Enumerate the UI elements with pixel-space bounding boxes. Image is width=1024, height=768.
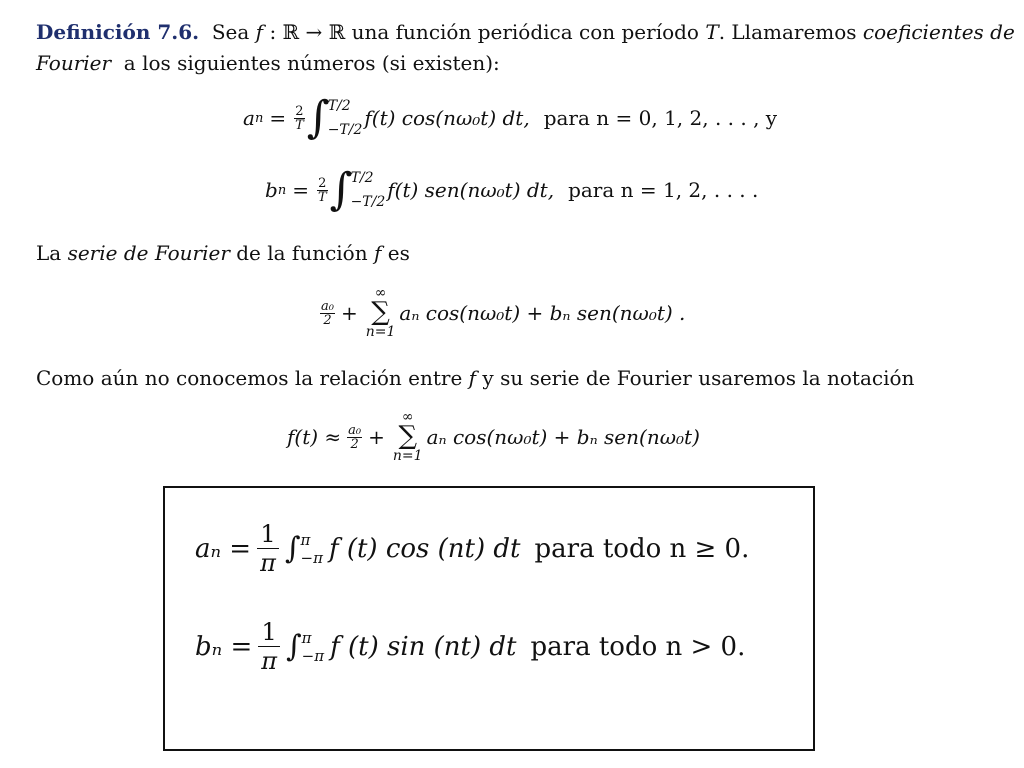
fraction — [258, 618, 280, 675]
integral-lower: −π — [301, 646, 325, 665]
fraction-numerator: a₀ — [348, 422, 362, 438]
integrand: f(t) sen(nω₀t) dt, — [387, 178, 555, 202]
sum-upper: ∞ — [374, 285, 387, 301]
notation-lhs: f(t) ≈ — [287, 425, 342, 449]
notation-intro — [36, 365, 914, 392]
integral-upper: π — [301, 628, 312, 647]
math-symbol: a — [243, 106, 255, 130]
sum-symbol: ∑ — [371, 297, 390, 327]
body-text: y su serie de Fourier usaremos la notación — [482, 366, 915, 390]
fraction-denominator: π — [261, 647, 278, 675]
integral-limits — [328, 94, 363, 142]
fraction-numerator: 1 — [257, 520, 279, 549]
integrand: f (t) sin (nt) dt — [330, 631, 517, 662]
sum-lower: n=1 — [392, 448, 423, 464]
condition-text: para todo n ≥ 0. — [534, 533, 750, 564]
series-body: aₙ cos(nω₀t) + bₙ sen(nω₀t) . — [399, 301, 686, 325]
condition-text: para todo n > 0. — [530, 631, 746, 662]
definition-line-2 — [36, 50, 500, 77]
integral-sign: ∫ — [286, 629, 302, 664]
fraction-denominator: T — [295, 117, 304, 133]
definition-text: una función periódica con período — [351, 20, 699, 44]
summation — [393, 410, 423, 464]
integral-sign: ∫ — [306, 92, 330, 143]
math-plus: + — [368, 425, 385, 449]
integral-upper: π — [300, 530, 311, 549]
emphasis-text: serie de Fourier — [67, 241, 230, 265]
integral-limits — [351, 166, 386, 214]
box-formula-bn — [195, 618, 745, 675]
definition-emphasis: coeficientes de — [862, 20, 1015, 44]
fraction-denominator: 2 — [323, 312, 332, 328]
box-lhs: bₙ = — [195, 631, 253, 662]
fraction — [294, 105, 305, 132]
body-text: Como aún no conocemos la relación entre — [36, 366, 463, 390]
definition-emphasis: Fourier — [36, 51, 112, 75]
integrand: f(t) cos(nω₀t) dt, — [364, 106, 530, 130]
series-intro — [36, 240, 410, 267]
box-lhs: aₙ = — [195, 533, 252, 564]
math-f: f — [373, 241, 382, 265]
fraction-numerator: 2 — [318, 175, 327, 191]
sum-lower: n=1 — [365, 324, 396, 340]
math-mapping: : ℝ → ℝ — [269, 20, 346, 44]
math-subscript: n — [277, 182, 287, 198]
fraction-numerator: a₀ — [321, 298, 334, 314]
math-plus: + — [340, 301, 358, 325]
math-symbol: b — [265, 178, 278, 202]
integral-limits — [301, 531, 323, 567]
sum-symbol: ∑ — [398, 421, 418, 451]
integral-upper: T/2 — [350, 170, 374, 186]
series-body: aₙ cos(nω₀t) + bₙ sen(nω₀t) — [426, 425, 700, 449]
integral-lower: −T/2 — [327, 122, 363, 138]
fraction-denominator: π — [260, 549, 276, 577]
notation-equation — [287, 405, 700, 469]
integral-sign: ∫ — [329, 164, 353, 215]
fraction — [347, 424, 362, 451]
definition-text: a los siguientes números (si existen): — [123, 51, 500, 75]
math-T: T — [705, 20, 719, 44]
summation — [366, 286, 396, 340]
fraction — [257, 520, 279, 577]
body-text: La — [36, 241, 62, 265]
definition-text: . Llamaremos — [718, 20, 857, 44]
body-text: es — [387, 241, 410, 265]
condition-text: para n = 1, 2, . . . . — [568, 178, 759, 202]
box-formula-an — [195, 520, 749, 577]
integral-sign: ∫ — [284, 531, 301, 566]
fraction — [317, 177, 328, 204]
formula-box — [163, 486, 815, 751]
fraction — [320, 300, 335, 327]
math-f: f — [255, 20, 264, 44]
integral-lower: −T/2 — [350, 194, 386, 210]
condition-text: para n = 0, 1, 2, . . . , y — [543, 106, 778, 130]
integral-lower: −π — [300, 548, 323, 567]
definition-line-1 — [36, 19, 1015, 46]
math-subscript: n — [254, 110, 264, 126]
fraction-numerator: 2 — [295, 103, 304, 119]
integrand: f (t) cos (nt) dt — [328, 533, 521, 564]
math-equals: = — [269, 106, 287, 130]
math-equals: = — [292, 178, 309, 202]
integral-limits — [302, 629, 324, 665]
integral-upper: T/2 — [327, 98, 351, 114]
series-equation — [318, 282, 685, 344]
equation-an — [243, 90, 777, 146]
definition-text: Sea — [211, 20, 250, 44]
fraction-denominator: 2 — [350, 436, 359, 452]
math-f: f — [468, 366, 477, 390]
fraction-numerator: 1 — [258, 618, 280, 647]
body-text: de la función — [236, 241, 368, 265]
equation-bn — [265, 162, 758, 218]
definition-label: Definición 7.6. — [36, 20, 200, 44]
sum-upper: ∞ — [401, 409, 414, 425]
fraction-denominator: T — [317, 189, 327, 205]
